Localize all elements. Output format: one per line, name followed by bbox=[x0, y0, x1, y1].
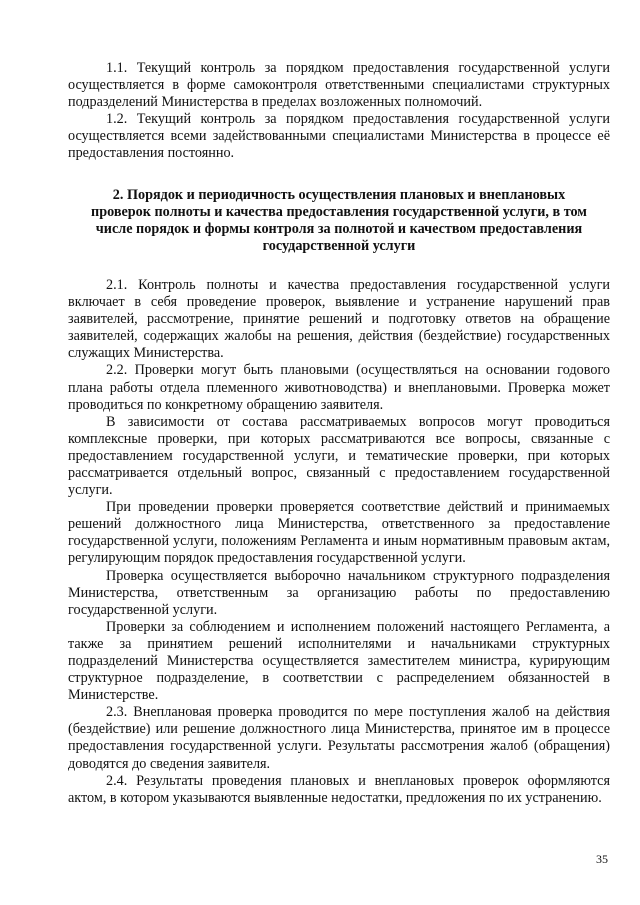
spacer bbox=[68, 163, 610, 187]
section-heading: 2. Порядок и периодичность осуществления плановых и внеплановых проверок полноты и качества предоставления государственной услуги, в том числе порядок и формы контроля за полнотой и качеством предоставления государственной услуги bbox=[91, 186, 587, 254]
page-number: 35 bbox=[596, 852, 608, 866]
paragraph-check-compliance: При проведении проверки проверяется соответствие действий и принимаемых решений должностного лица Министерства, ответственного за предоставление государственной услуги, положениям Регламента и иным нормативным правовым актам, регулирующим порядок предоставления государственной услуги. bbox=[68, 499, 610, 567]
paragraph-2-1: 2.1. Контроль полноты и качества предоставления государственной услуги включает в себя проведение проверок, выявление и устранение нарушений прав заявителей, рассмотрение, принятие решений и подготовку ответов на обращение заявителей, содержащих жалобы на решения, действия (бездействие) государственных служащих Министерства. bbox=[68, 276, 610, 362]
paragraph-2-3: 2.3. Внеплановая проверка проводится по мере поступления жалоб на действия (бездействие) или решение должностного лица Министерства, принятое им в процессе предоставления государственной услуги. Результаты рассмотрения жалоб (обращения) доводятся до сведения заявителя. bbox=[68, 704, 610, 772]
spacer bbox=[68, 255, 610, 277]
paragraph-complex-checks: В зависимости от состава рассматриваемых вопросов могут проводиться комплексные проверки, при которых рассматриваются все вопросы, связанные с предоставлением государственной услуги, и тематические проверки, при которых рассматривается отдельный вопрос, связанный с предоставлением государственной услуги. bbox=[68, 413, 610, 499]
paragraph-1-1: 1.1. Текущий контроль за порядком предоставления государственной услуги осуществляется в форме самоконтроля ответственными специалистами структурных подразделений Министерства в пределах возложенных полномочий. bbox=[68, 60, 610, 111]
paragraph-deputy-minister-check: Проверки за соблюдением и исполнением положений настоящего Регламента, а также за принятием решений исполнителями и начальниками структурных подразделений Министерства осуществляется заместителем министра, курирующим структурное подразделение, в соответствии с распределением обязанностей в Министерстве. bbox=[68, 618, 610, 704]
paragraph-selective-check: Проверка осуществляется выборочно начальником структурного подразделения Министерства, ответственным за организацию работы по предоставлению государственной услуги. bbox=[68, 567, 610, 618]
document-page bbox=[68, 60, 610, 807]
paragraph-2-4: 2.4. Результаты проведения плановых и внеплановых проверок оформляются актом, в котором указываются выявленные недостатки, предложения по их устранению. bbox=[68, 772, 610, 806]
paragraph-1-2: 1.2. Текущий контроль за порядком предоставления государственной услуги осуществляется всеми задействованными специалистами Министерства в процессе её предоставления постоянно. bbox=[68, 111, 610, 162]
paragraph-2-2: 2.2. Проверки могут быть плановыми (осуществляться на основании годового плана работы отдела племенного животноводства) и внеплановыми. Проверка может проводиться по конкретному обращению заявителя. bbox=[68, 362, 610, 413]
